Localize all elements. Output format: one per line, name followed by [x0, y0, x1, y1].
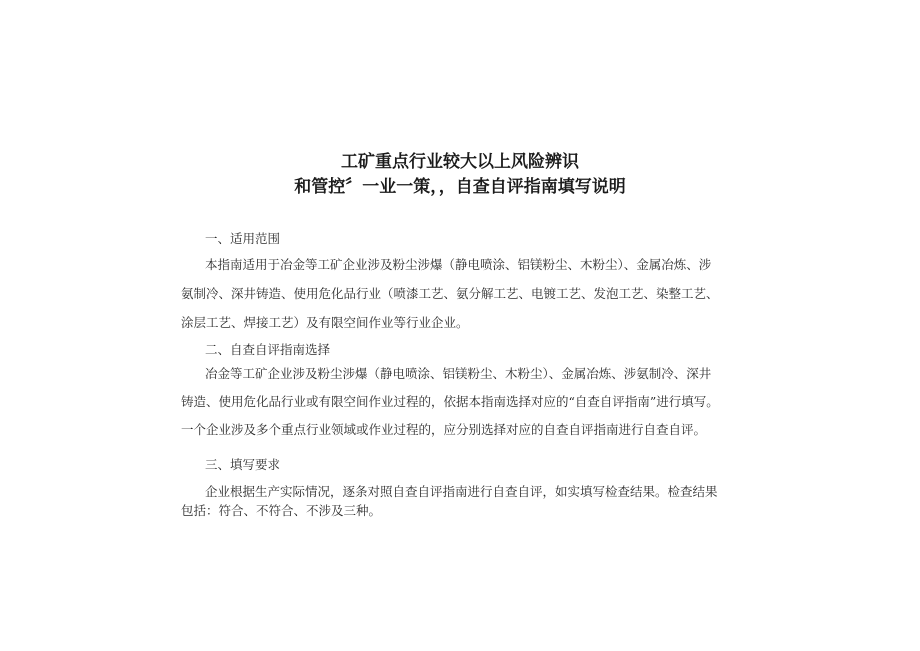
paragraph-line: 涂层工艺、焊接工艺）及有限空间作业等行业企业。 — [181, 315, 469, 330]
paragraph-line: 冶金等工矿企业涉及粉尘涉爆（静电喷涂、铝镁粉尘、木粉尘）、金属冶炼、涉氨制冷、深井 — [205, 366, 712, 381]
section-heading-filling-requirements: 三、填写要求 — [205, 457, 281, 472]
paragraph-line: 一个企业涉及多个重点行业领域或作业过程的，应分别选择对应的自查自评指南进行自查自评。 — [181, 422, 707, 437]
paragraph-line: 包括：符合、不符合、不涉及三种。 — [181, 503, 382, 518]
section-body-filling-requirements — [181, 482, 751, 520]
paragraph-line: 本指南适用于冶金等工矿企业涉及粉尘涉爆（静电喷涂、铝镁粉尘、木粉尘）、金属冶炼、涉 — [205, 257, 712, 272]
section-heading-guide-selection: 二、自查自评指南选择 — [205, 342, 331, 357]
paragraph-line: 铸造、使用危化品行业或有限空间作业过程的，依据本指南选择对应的“自查自评指南”进行填写。 — [181, 394, 719, 409]
section-body-scope — [181, 250, 751, 337]
document-title-line-1: 工矿重点行业较大以上风险辨识 — [341, 152, 579, 172]
document-title-line-2: 和管控〞一业一策，，自查自评指南填写说明 — [294, 177, 626, 197]
paragraph-line: 企业根据生产实际情况，逐条对照自查自评指南进行自查自评，如实填写检查结果。检查结果 — [205, 484, 718, 499]
section-heading-scope: 一、适用范围 — [205, 231, 281, 246]
paragraph-line: 氨制冷、深井铸造、使用危化品行业（喷漆工艺、氨分解工艺、电镀工艺、发泡工艺、染整工艺、 — [181, 286, 719, 301]
section-body-guide-selection — [181, 360, 751, 444]
